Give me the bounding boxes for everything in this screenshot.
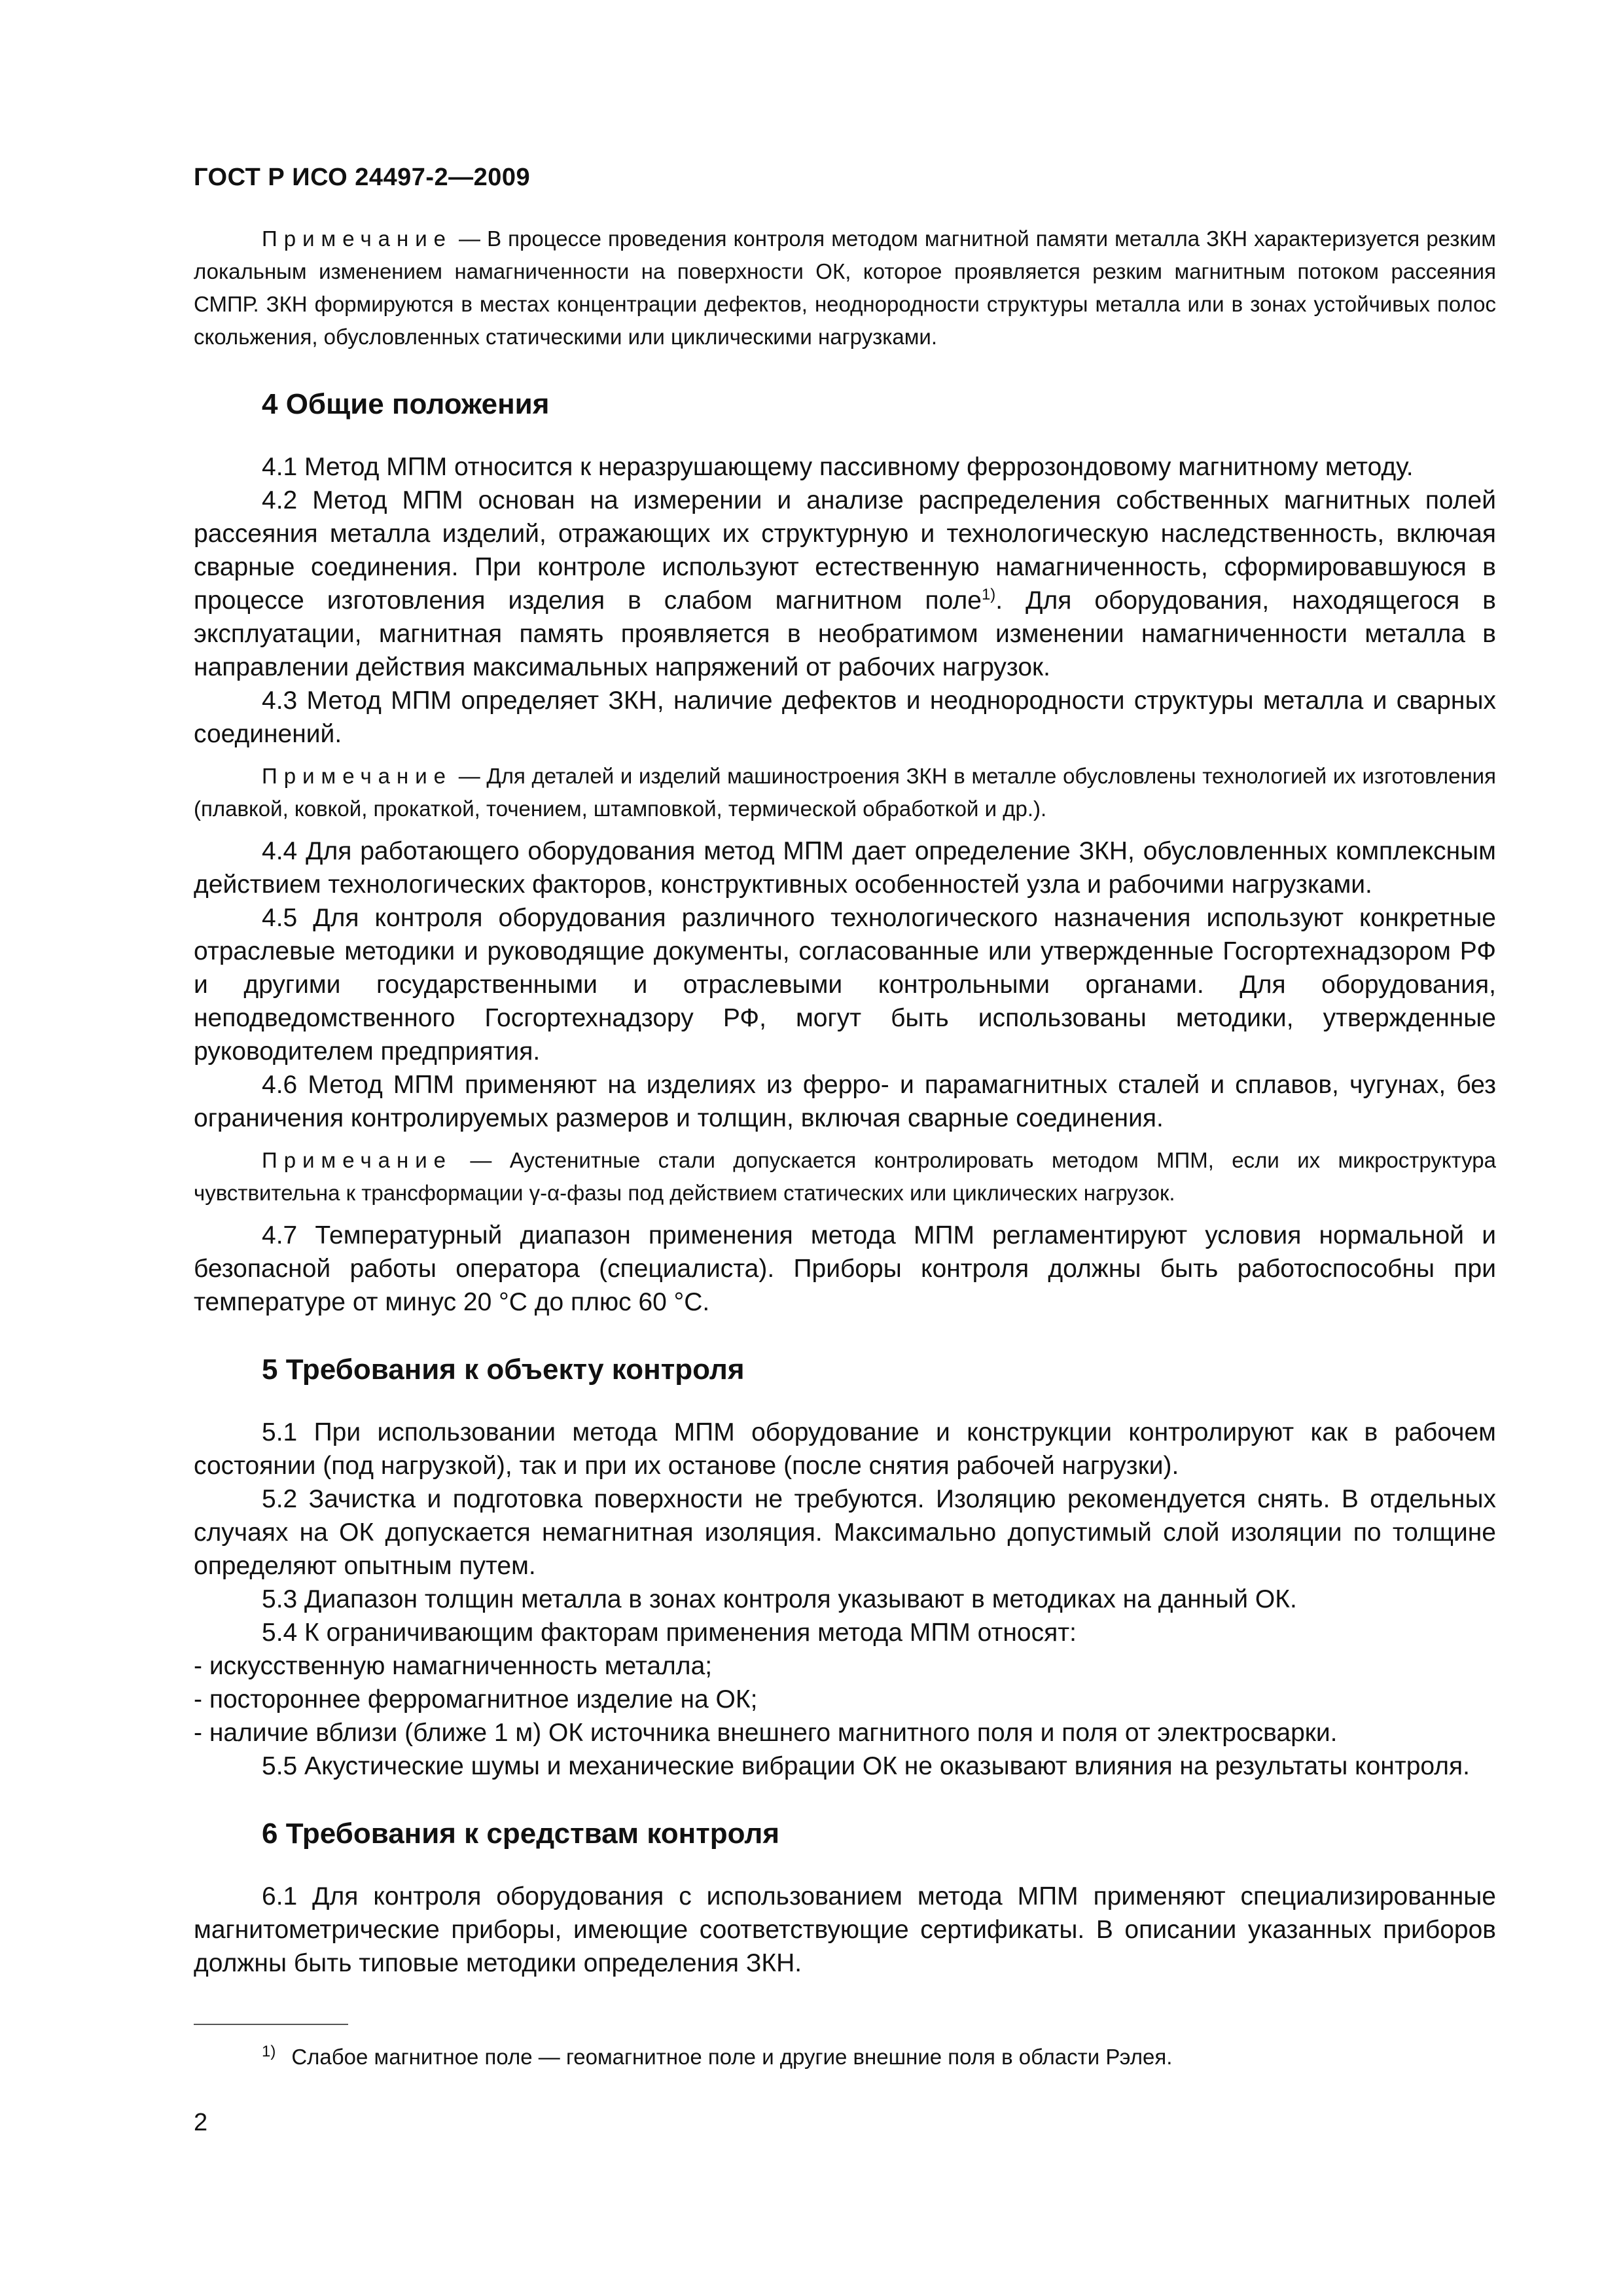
footnote — [262, 2036, 1172, 2073]
paragraph-4-1: 4.1 Метод МПМ относится к неразрушающему пассивному феррозондовому магнитному методу. — [262, 453, 1414, 481]
note-text: — Аустенитные стали допускается контролировать методом МПМ, если их микроструктура чувствительна к трансформации γ-α-фазы под действием статических или циклических нагрузок. — [194, 1148, 1496, 1205]
footnote-mark: 1) — [262, 2043, 276, 2060]
list-item: - постороннее ферромагнитное изделие на ОК; — [194, 1685, 758, 1713]
paragraph-5-1: 5.1 При использовании метода МПМ оборудование и конструкции контролируют как в рабочем состоянии (под нагрузкой), так и при их останове (после снятия рабочей нагрузки). — [194, 1418, 1496, 1480]
paragraph-4-5: 4.5 Для контроля оборудования различного технологического назначения используют конкретные отраслевые методики и руководящие документы, согласованные или утвержденные Госгортехнадзором РФ и другими государственными и отраслевыми контрольными органами. Для оборудования, неподведомственного Госгортехнадзору РФ, могут быть использованы методики, утвержденные руководителем предприятия. — [194, 904, 1496, 1066]
paragraph-5-4: 5.4 К ограничивающим факторам применения метода МПМ относят: — [262, 1619, 1077, 1647]
paragraph-4-7: 4.7 Температурный диапазон применения метода МПМ регламентируют условия нормальной и безопасной работы оператора (специалиста). Приборы контроля должны быть работоспособны при температуре от минус 20 °С до плюс 60 °С. — [194, 1221, 1496, 1316]
footnote-ref: 1) — [981, 586, 996, 603]
paragraph-4-2 — [194, 484, 1496, 684]
paragraph-5-3: 5.3 Диапазон толщин металла в зонах контроля указывают в методиках на данный ОК. — [262, 1585, 1297, 1613]
note-paragraph — [194, 760, 1496, 825]
section-heading-5: 5 Требования к объекту контроля — [262, 1354, 745, 1386]
list-item: - наличие вблизи (ближе 1 м) ОК источника внешнего магнитного поля и поля от электросварки. — [194, 1719, 1338, 1747]
note-paragraph — [194, 1144, 1496, 1210]
section-heading-6: 6 Требования к средствам контроля — [262, 1818, 780, 1850]
note-text: — В процессе проведения контроля методом магнитной памяти металла ЗКН характеризуется резким локальным изменением намагниченности на поверхности ОК, которое проявляется резким магнитным потоком рассеяния СМПР. ЗКН формируются в местах концентрации дефектов, неоднородности структуры металла или в зонах устойчивых полос скольжения, обусловленных статическими или циклическими нагрузками. — [194, 226, 1496, 349]
note-lead: Примечание — [262, 764, 453, 788]
footnote-text: Слабое магнитное поле — геомагнитное поле и другие внешние поля в области Рэлея. — [291, 2045, 1173, 2069]
document-header: ГОСТ Р ИСО 24497-2—2009 — [194, 164, 531, 191]
note-lead: Примечание — [262, 226, 453, 251]
paragraph-4-2-text: 4.2 Метод МПМ основан на измерении и анализе распределения собственных магнитных полей рассеяния металла изделий, отражающих их структурную и технологическую наследственность, включая сварные соединения. При контроле используют естественную намагниченность, сформировавшуюся в процессе изготовления изделия в слабом магнитном поле — [194, 486, 1496, 615]
paragraph-5-5: 5.5 Акустические шумы и механические вибрации ОК не оказывают влияния на результаты контроля. — [262, 1752, 1470, 1780]
note-lead: Примечание — [262, 1148, 453, 1172]
paragraph-4-6: 4.6 Метод МПМ применяют на изделиях из ферро- и парамагнитных сталей и сплавов, чугунах, без ограничения контролируемых размеров и толщин, включая сварные соединения. — [194, 1071, 1496, 1132]
section-heading-4: 4 Общие положения — [262, 388, 550, 420]
document-body — [194, 223, 1496, 1980]
page-number: 2 — [194, 2109, 208, 2136]
paragraph-4-4: 4.4 Для работающего оборудования метод МПМ дает определение ЗКН, обусловленных комплексным действием технологических факторов, конструктивных особенностей узла и рабочими нагрузками. — [194, 837, 1496, 899]
footnote-divider — [194, 2024, 348, 2025]
paragraph-4-2-text-continued: . Для оборудования, находящегося в эксплуатации, магнитная память проявляется в необратимом изменении намагниченности металла в направлении действия максимальных напряжений от рабочих нагрузок. — [194, 586, 1496, 681]
note-text: — Для деталей и изделий машиностроения ЗКН в металле обусловлены технологией их изготовления (плавкой, ковкой, прокаткой, точением, штамповкой, термической обработкой и др.). — [194, 764, 1496, 821]
paragraph-5-2: 5.2 Зачистка и подготовка поверхности не требуются. Изоляцию рекомендуется снять. В отдельных случаях на ОК допускается немагнитная изоляция. Максимально допустимый слой изоляции по толщине определяют опытным путем. — [194, 1485, 1496, 1580]
paragraph-4-3: 4.3 Метод МПМ определяет ЗКН, наличие дефектов и неоднородности структуры металла и сварных соединений. — [194, 687, 1496, 748]
note-paragraph — [194, 223, 1496, 353]
list-item: - искусственную намагниченность металла; — [194, 1652, 713, 1680]
paragraph-6-1: 6.1 Для контроля оборудования с использованием метода МПМ применяют специализированные магнитометрические приборы, имеющие соответствующие сертификаты. В описании указанных приборов должны быть типовые методики определения ЗКН. — [194, 1882, 1496, 1977]
